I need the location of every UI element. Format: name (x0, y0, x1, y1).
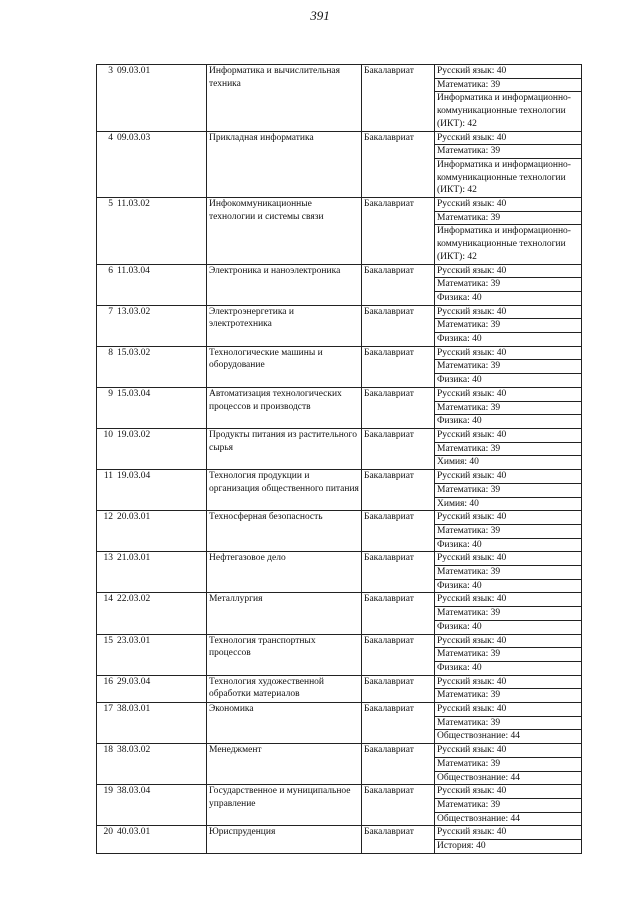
specialty-name: Электроэнергетика и электротехника (207, 305, 362, 346)
exam-minimum-score: Физика: 40 (435, 538, 582, 552)
table-row (97, 785, 582, 799)
specialty-code: 20.03.01 (115, 511, 207, 552)
specialty-name: Инфокоммуникационные технологии и системы связи (207, 198, 362, 265)
exam-minimum-score: Математика: 39 (435, 566, 582, 580)
specialty-code: 22.03.02 (115, 593, 207, 634)
exam-minimum-score: Русский язык: 40 (435, 470, 582, 484)
table-row (97, 511, 582, 525)
row-number: 13 (97, 552, 116, 593)
specialty-code: 15.03.04 (115, 387, 207, 428)
row-number: 18 (97, 744, 116, 785)
specialty-name: Техносферная безопасность (207, 511, 362, 552)
exam-minimum-score: Русский язык: 40 (435, 634, 582, 648)
education-level: Бакалавриат (362, 785, 435, 826)
specialty-name: Металлургия (207, 593, 362, 634)
exam-minimum-score: Русский язык: 40 (435, 593, 582, 607)
row-number: 3 (97, 65, 116, 132)
table-row (97, 703, 582, 717)
table-row (97, 65, 582, 79)
exam-minimum-score: Русский язык: 40 (435, 305, 582, 319)
row-number: 14 (97, 593, 116, 634)
exam-minimum-score: Русский язык: 40 (435, 65, 582, 79)
specialty-code: 23.03.01 (115, 634, 207, 675)
education-level: Бакалавриат (362, 264, 435, 305)
row-number: 12 (97, 511, 116, 552)
specialty-name: Автоматизация технологических процессов и производств (207, 387, 362, 428)
specialty-code: 09.03.01 (115, 65, 207, 132)
education-level: Бакалавриат (362, 675, 435, 702)
education-level: Бакалавриат (362, 826, 435, 853)
row-number: 20 (97, 826, 116, 853)
exam-minimum-score: Математика: 39 (435, 78, 582, 92)
specialty-name: Нефтегазовое дело (207, 552, 362, 593)
exam-minimum-score: Математика: 39 (435, 607, 582, 621)
education-level: Бакалавриат (362, 65, 435, 132)
specialty-code: 09.03.03 (115, 131, 207, 198)
specialty-name: Электроника и наноэлектроника (207, 264, 362, 305)
exam-minimum-score: Русский язык: 40 (435, 826, 582, 840)
specialty-code: 19.03.04 (115, 470, 207, 511)
exam-minimum-score: Физика: 40 (435, 374, 582, 388)
specialty-name: Государственное и муниципальное управление (207, 785, 362, 826)
education-level: Бакалавриат (362, 593, 435, 634)
table-row (97, 264, 582, 278)
specialty-code: 38.03.01 (115, 703, 207, 744)
table-row (97, 387, 582, 401)
table-row (97, 826, 582, 840)
exam-minimum-score: Математика: 39 (435, 524, 582, 538)
exam-minimum-score: Физика: 40 (435, 579, 582, 593)
exam-minimum-score: Физика: 40 (435, 620, 582, 634)
exam-minimum-score: История: 40 (435, 840, 582, 854)
specialty-name: Юриспруденция (207, 826, 362, 853)
exam-minimum-score: Русский язык: 40 (435, 198, 582, 212)
specialty-code: 15.03.02 (115, 346, 207, 387)
specialty-name: Менеджмент (207, 744, 362, 785)
specialty-code: 19.03.02 (115, 428, 207, 469)
education-level: Бакалавриат (362, 744, 435, 785)
table-row (97, 593, 582, 607)
specialty-name: Информатика и вычислительная техника (207, 65, 362, 132)
row-number: 9 (97, 387, 116, 428)
exam-minimum-score: Физика: 40 (435, 661, 582, 675)
exam-minimum-score: Математика: 39 (435, 648, 582, 662)
education-level: Бакалавриат (362, 346, 435, 387)
exam-minimum-score: Математика: 39 (435, 211, 582, 225)
row-number: 6 (97, 264, 116, 305)
specialty-code: 40.03.01 (115, 826, 207, 853)
education-level: Бакалавриат (362, 470, 435, 511)
exam-minimum-score: Русский язык: 40 (435, 131, 582, 145)
exam-minimum-score: Обществознание: 44 (435, 730, 582, 744)
exam-minimum-score: Химия: 40 (435, 456, 582, 470)
exam-minimum-score: Русский язык: 40 (435, 511, 582, 525)
specialty-name: Технология транспортных процессов (207, 634, 362, 675)
education-level: Бакалавриат (362, 428, 435, 469)
exam-minimum-score: Русский язык: 40 (435, 428, 582, 442)
exam-minimum-score: Русский язык: 40 (435, 264, 582, 278)
exam-minimum-score: Химия: 40 (435, 497, 582, 511)
row-number: 16 (97, 675, 116, 702)
specialty-code: 38.03.02 (115, 744, 207, 785)
specialty-code: 13.03.02 (115, 305, 207, 346)
table-row (97, 470, 582, 484)
education-level: Бакалавриат (362, 305, 435, 346)
row-number: 11 (97, 470, 116, 511)
table-row (97, 744, 582, 758)
education-level: Бакалавриат (362, 387, 435, 428)
exam-minimum-score: Математика: 39 (435, 442, 582, 456)
table-row (97, 346, 582, 360)
specialty-name: Продукты питания из растительного сырья (207, 428, 362, 469)
table-row (97, 552, 582, 566)
exam-minimum-score: Математика: 39 (435, 278, 582, 292)
exam-minimum-score: Русский язык: 40 (435, 387, 582, 401)
row-number: 10 (97, 428, 116, 469)
exam-minimum-score: Обществознание: 44 (435, 771, 582, 785)
exam-minimum-score: Математика: 39 (435, 145, 582, 159)
exam-minimum-score: Обществознание: 44 (435, 812, 582, 826)
row-number: 4 (97, 131, 116, 198)
table-row (97, 305, 582, 319)
exam-minimum-score: Математика: 39 (435, 716, 582, 730)
exam-minimum-score: Математика: 39 (435, 319, 582, 333)
exam-minimum-score: Физика: 40 (435, 291, 582, 305)
exam-minimum-score: Русский язык: 40 (435, 552, 582, 566)
row-number: 15 (97, 634, 116, 675)
education-level: Бакалавриат (362, 703, 435, 744)
row-number: 8 (97, 346, 116, 387)
exam-minimum-score: Русский язык: 40 (435, 785, 582, 799)
specialty-code: 29.03.04 (115, 675, 207, 702)
specialty-code: 11.03.02 (115, 198, 207, 265)
row-number: 19 (97, 785, 116, 826)
table-row (97, 428, 582, 442)
exam-minimum-score: Математика: 39 (435, 483, 582, 497)
exam-minimum-score: Математика: 39 (435, 757, 582, 771)
table-row (97, 198, 582, 212)
education-level: Бакалавриат (362, 198, 435, 265)
exam-minimum-score: Информатика и информационно-коммуникационные технологии (ИКТ): 42 (435, 225, 582, 264)
exam-minimum-score: Информатика и информационно-коммуникационные технологии (ИКТ): 42 (435, 92, 582, 131)
specialty-name: Технология продукции и организация общественного питания (207, 470, 362, 511)
specialty-name: Экономика (207, 703, 362, 744)
exam-minimum-score: Русский язык: 40 (435, 675, 582, 689)
education-level: Бакалавриат (362, 511, 435, 552)
exam-minimum-score: Русский язык: 40 (435, 744, 582, 758)
education-level: Бакалавриат (362, 552, 435, 593)
row-number: 7 (97, 305, 116, 346)
table-row (97, 675, 582, 689)
exam-minimum-score: Математика: 39 (435, 401, 582, 415)
specialty-name: Технология художественной обработки материалов (207, 675, 362, 702)
education-level: Бакалавриат (362, 131, 435, 198)
exam-minimum-score: Математика: 39 (435, 798, 582, 812)
specialty-code: 11.03.04 (115, 264, 207, 305)
exam-minimum-score: Математика: 39 (435, 689, 582, 703)
exam-minimum-score: Физика: 40 (435, 333, 582, 347)
specialty-code: 21.03.01 (115, 552, 207, 593)
page-number: 391 (310, 8, 330, 23)
exam-minimum-score: Русский язык: 40 (435, 703, 582, 717)
admission-table (96, 64, 582, 854)
specialty-code: 38.03.04 (115, 785, 207, 826)
table-row (97, 634, 582, 648)
specialty-name: Прикладная информатика (207, 131, 362, 198)
education-level: Бакалавриат (362, 634, 435, 675)
row-number: 5 (97, 198, 116, 265)
exam-minimum-score: Математика: 39 (435, 360, 582, 374)
row-number: 17 (97, 703, 116, 744)
table-row (97, 131, 582, 145)
exam-minimum-score: Информатика и информационно-коммуникационные технологии (ИКТ): 42 (435, 158, 582, 197)
exam-minimum-score: Русский язык: 40 (435, 346, 582, 360)
specialty-name: Технологические машины и оборудование (207, 346, 362, 387)
exam-minimum-score: Физика: 40 (435, 415, 582, 429)
